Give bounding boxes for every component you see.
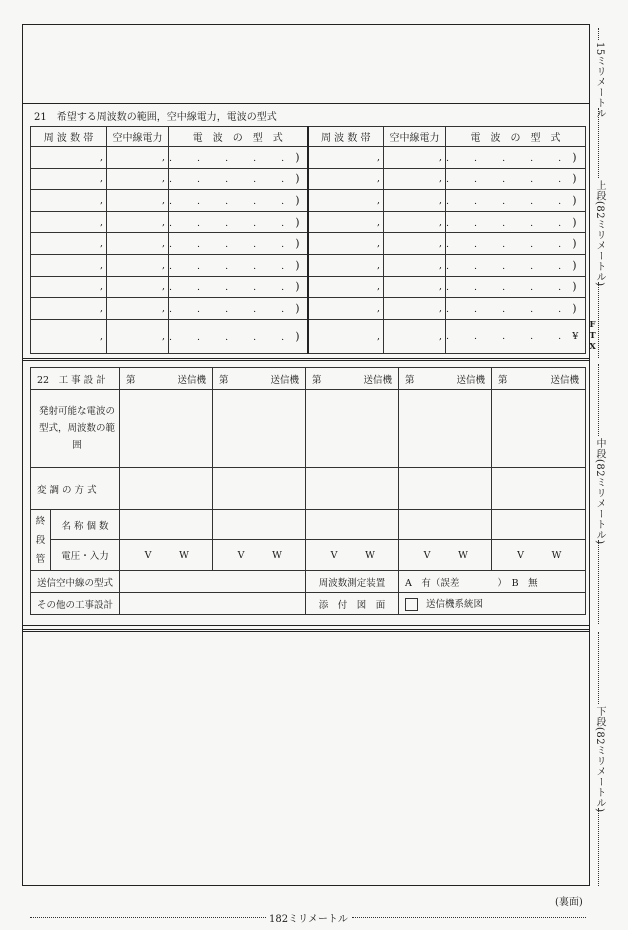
emission-type-cell[interactable] [446,190,586,212]
emission-type-cell[interactable] [169,190,311,212]
unit-v: V [423,549,431,561]
dot-pattern: . . . . . [446,195,573,207]
unit-w: W [551,549,562,561]
transmitter-suffix: 送信機 [363,374,392,386]
frequency-band-cell[interactable] [308,190,384,212]
yen-mark: ¥ [572,330,590,342]
emission-type-cell[interactable] [446,233,586,255]
frequency-row [31,254,586,276]
section21-frequency-table [30,126,596,354]
frequency-row [31,190,586,212]
letter-mark: T [589,330,596,341]
antenna-power-cell[interactable] [107,168,169,190]
paren-mark: ) [295,150,311,164]
lower-dim-label: 下段(82ミリメートル) [594,706,605,813]
frequency-band-cell[interactable] [308,211,384,233]
page-side-label: (裏面) [555,897,583,908]
comma-mark: , [376,194,380,206]
paren-mark: ) [295,215,311,229]
comma-mark: , [99,216,103,228]
emission-type-cell[interactable] [446,319,596,353]
emission-cell[interactable] [306,390,399,468]
name-count-cell[interactable] [306,510,399,540]
modulation-cell[interactable] [120,468,213,510]
dot-pattern: . . . . . [169,331,296,343]
comma-mark: , [99,281,103,293]
paren-mark: ) [572,280,588,294]
emission-type-cell[interactable] [446,147,586,169]
frequency-row [31,211,586,233]
bottom-dim-line-left [30,917,266,918]
dot-pattern: . . . . . [446,174,573,186]
paren-mark: ) [572,150,588,164]
dot-pattern: . . . . . [169,303,296,315]
frequency-band-cell[interactable] [31,211,107,233]
comma-mark: , [376,281,380,293]
unit-v: V [144,549,152,561]
comma-mark: , [438,259,442,271]
comma-mark: , [161,259,165,271]
section-divider-upper [22,103,590,104]
transmitter-prefix: 第 [312,374,322,386]
emission-cell[interactable] [213,390,306,468]
upper-dim-label: 上段(82ミリメートル) [594,180,605,287]
dot-pattern: . . . . . [446,282,573,294]
letter-mark: F [589,319,596,330]
comma-mark: , [99,259,103,271]
middle-dim-line-2 [598,540,599,624]
antenna-power-cell[interactable] [107,233,169,255]
paren-mark: ) [572,172,588,186]
paren-mark: ) [572,237,588,251]
column-header: 電 波 の 型 式 [169,127,308,147]
column-header: 周 波 数 帯 [31,127,107,147]
upper-dim-line-2 [598,282,599,358]
frequency-band-cell[interactable] [308,298,384,320]
lower-dim-line-2 [598,808,599,886]
name-count-cell[interactable] [492,510,586,540]
emission-type-cell[interactable] [446,211,586,233]
name-count-cell[interactable] [120,510,213,540]
comma-mark: , [376,330,380,342]
dot-pattern: . . . . . [446,260,573,272]
dot-pattern: . . . . . [169,195,296,207]
comma-mark: , [438,238,442,250]
antenna-power-cell[interactable] [107,211,169,233]
paren-mark: ) [295,237,311,251]
comma-mark: , [99,194,103,206]
antenna-power-cell[interactable] [384,319,446,353]
paren-mark: ) [572,215,588,229]
frequency-band-cell[interactable] [308,168,384,190]
antenna-type-cell[interactable] [120,571,306,593]
paren-mark: ) [295,301,311,315]
attached-drawing-cell [399,593,586,615]
ftx-marks [589,320,596,353]
antenna-power-cell[interactable] [107,298,169,320]
comma-mark: , [161,238,165,250]
freq-measure-label: 周波数測定装置 [306,571,399,593]
frequency-band-cell[interactable] [308,276,384,298]
emission-cell[interactable] [399,390,492,468]
transmitter-suffix: 送信機 [456,374,485,386]
paren-mark: ) [295,258,311,272]
dot-pattern: . . . . . [446,303,573,315]
other-design-label: その他の工事設計 [31,593,120,615]
comma-mark: , [99,302,103,314]
comma-mark: , [161,216,165,228]
comma-mark: , [376,151,380,163]
antenna-power-cell[interactable] [384,147,446,169]
transmitter-header [492,368,586,390]
emission-type-label: 発射可能な電波の型式，周波数の範囲 [31,390,120,468]
top-dim-line [598,28,599,40]
dot-pattern: . . . . . [169,260,296,272]
letter-mark: X [589,341,596,352]
comma-mark: , [438,173,442,185]
modulation-cell[interactable] [306,468,399,510]
frequency-band-cell[interactable] [308,319,384,353]
unit-v: V [517,549,524,561]
comma-mark: , [161,151,165,163]
column-header: 周 波 数 帯 [308,127,384,147]
section21-title: 21 希望する周波数の範囲，空中線電力，電波の型式 [34,112,277,123]
bottom-dim-label: 182ミリメートル [269,914,348,925]
comma-mark: , [161,330,165,342]
comma-mark: , [376,216,380,228]
comma-mark: , [438,216,442,228]
paren-mark: ) [295,329,311,343]
final-stage-char: 段 [35,534,46,546]
frequency-band-cell[interactable] [308,233,384,255]
freq-measure-options: A 有（誤差 ） B 無 [399,571,586,593]
comma-mark: , [438,151,442,163]
frequency-row [31,276,586,298]
frequency-row [31,319,586,353]
emission-type-cell[interactable] [446,276,586,298]
dot-pattern: . . . . . [169,217,296,229]
frequency-band-cell[interactable] [31,233,107,255]
column-header: 空中線電力 [107,127,169,147]
comma-mark: , [376,259,380,271]
paren-mark: ) [572,193,588,207]
attached-drawing-label: 添 付 図 面 [306,593,399,615]
emission-type-cell[interactable] [169,168,311,190]
frequency-row [31,168,586,190]
transmitter-suffix: 送信機 [550,374,579,386]
frequency-band-cell[interactable] [31,254,107,276]
emission-cell[interactable] [492,390,586,468]
emission-type-cell[interactable] [446,298,586,320]
transmitter-suffix: 送信機 [270,374,299,386]
top-dim-label: 15ミリメートル [594,42,605,119]
frequency-row [31,147,586,169]
emission-cell[interactable] [120,390,213,468]
voltage-input-cell[interactable] [120,540,213,571]
name-count-cell[interactable] [399,510,492,540]
comma-mark: , [161,194,165,206]
paren-mark: ) [295,172,311,186]
frequency-band-cell[interactable] [308,147,384,169]
comma-mark: , [161,281,165,293]
antenna-power-cell[interactable] [384,298,446,320]
voltage-input-cell[interactable] [306,540,399,571]
antenna-power-cell[interactable] [384,233,446,255]
final-stage-char: 終 [35,515,46,527]
section22-design-table [30,367,586,615]
transmitter-header [399,368,492,390]
dot-pattern: . . . . . [446,152,573,164]
antenna-power-cell[interactable] [384,211,446,233]
unit-w: W [458,549,468,561]
dot-pattern: . . . . . [446,330,573,342]
antenna-power-cell[interactable] [384,254,446,276]
paren-mark: ) [572,301,588,315]
frequency-band-cell[interactable] [31,276,107,298]
other-design-cell[interactable] [120,593,306,615]
antenna-power-cell[interactable] [384,276,446,298]
emission-type-cell[interactable] [446,254,586,276]
column-header: 電 波 の 型 式 [446,127,586,147]
frequency-band-cell[interactable] [31,298,107,320]
frequency-row [31,233,586,255]
dot-pattern: . . . . . [446,239,573,251]
section-divider-middle [22,358,590,361]
antenna-power-cell[interactable] [107,147,169,169]
comma-mark: , [376,238,380,250]
modulation-label: 変 調 の 方 式 [31,468,120,510]
emission-type-cell[interactable] [446,168,586,190]
transmitter-prefix: 第 [126,374,136,386]
antenna-power-cell[interactable] [384,190,446,212]
antenna-power-cell[interactable] [384,168,446,190]
antenna-type-label: 送信空中線の型式 [31,571,120,593]
dot-pattern: . . . . . [169,152,296,164]
antenna-power-cell[interactable] [107,276,169,298]
frequency-band-cell[interactable] [31,319,107,353]
final-stage-char: 管 [35,553,46,565]
emission-type-cell[interactable] [169,233,311,255]
comma-mark: , [376,173,380,185]
middle-dim-label: 中段(82ミリメートル) [594,438,605,545]
attached-drawing-value: 送信機系統図 [426,599,484,610]
unit-w: W [179,549,189,561]
voltage-input-cell[interactable] [492,540,586,571]
dot-pattern: . . . . . [169,282,296,294]
upper-dim-line [598,108,599,178]
transmitter-header [213,368,306,390]
paren-mark: ) [295,193,311,207]
emission-type-cell[interactable] [169,211,311,233]
comma-mark: , [376,302,380,314]
comma-mark: , [438,194,442,206]
modulation-cell[interactable] [213,468,306,510]
frequency-band-cell[interactable] [31,147,107,169]
dot-pattern: . . . . . [169,239,296,251]
frequency-row [31,298,586,320]
section-divider-lower [22,629,590,632]
modulation-cell[interactable] [492,468,586,510]
transmitter-prefix: 第 [498,374,508,386]
comma-mark: , [99,238,103,250]
section22-title: 22 工 事 設 計 [31,368,120,390]
checkbox-icon[interactable] [405,598,418,611]
paren-mark: ) [295,280,311,294]
frequency-band-cell[interactable] [308,254,384,276]
paren-mark: ) [572,258,588,272]
transmitter-prefix: 第 [219,374,229,386]
middle-dim-line [598,364,599,436]
comma-mark: , [161,302,165,314]
frequency-band-cell[interactable] [31,168,107,190]
modulation-cell[interactable] [399,468,492,510]
unit-w: W [365,549,375,561]
comma-mark: , [438,302,442,314]
section-divider-middle-bottom [22,625,590,626]
antenna-power-cell[interactable] [107,319,169,353]
voltage-input-cell[interactable] [399,540,492,571]
dot-pattern: . . . . . [169,174,296,186]
comma-mark: , [99,330,103,342]
voltage-input-cell[interactable] [213,540,306,571]
lower-dim-line [598,632,599,704]
antenna-power-cell[interactable] [107,190,169,212]
comma-mark: , [161,173,165,185]
unit-v: V [330,549,338,561]
comma-mark: , [438,281,442,293]
final-stage-label [31,510,51,571]
emission-type-cell[interactable] [169,254,311,276]
transmitter-suffix: 送信機 [177,374,206,386]
dot-pattern: . . . . . [446,217,573,229]
emission-type-cell[interactable] [169,276,311,298]
unit-v: V [237,549,245,561]
voltage-input-label: 電圧・入力 [51,540,120,571]
transmitter-header [306,368,399,390]
name-count-label: 名 称 個 数 [51,510,120,540]
transmitter-header [120,368,213,390]
comma-mark: , [99,151,103,163]
name-count-cell[interactable] [213,510,306,540]
emission-type-cell[interactable] [169,298,311,320]
unit-w: W [272,549,282,561]
antenna-power-cell[interactable] [107,254,169,276]
transmitter-prefix: 第 [405,374,415,386]
emission-type-cell[interactable] [169,319,311,353]
comma-mark: , [438,330,442,342]
comma-mark: , [99,173,103,185]
column-header: 空中線電力 [384,127,446,147]
frequency-band-cell[interactable] [31,190,107,212]
bottom-dim-line-right [352,917,586,918]
emission-type-cell[interactable] [169,147,311,169]
